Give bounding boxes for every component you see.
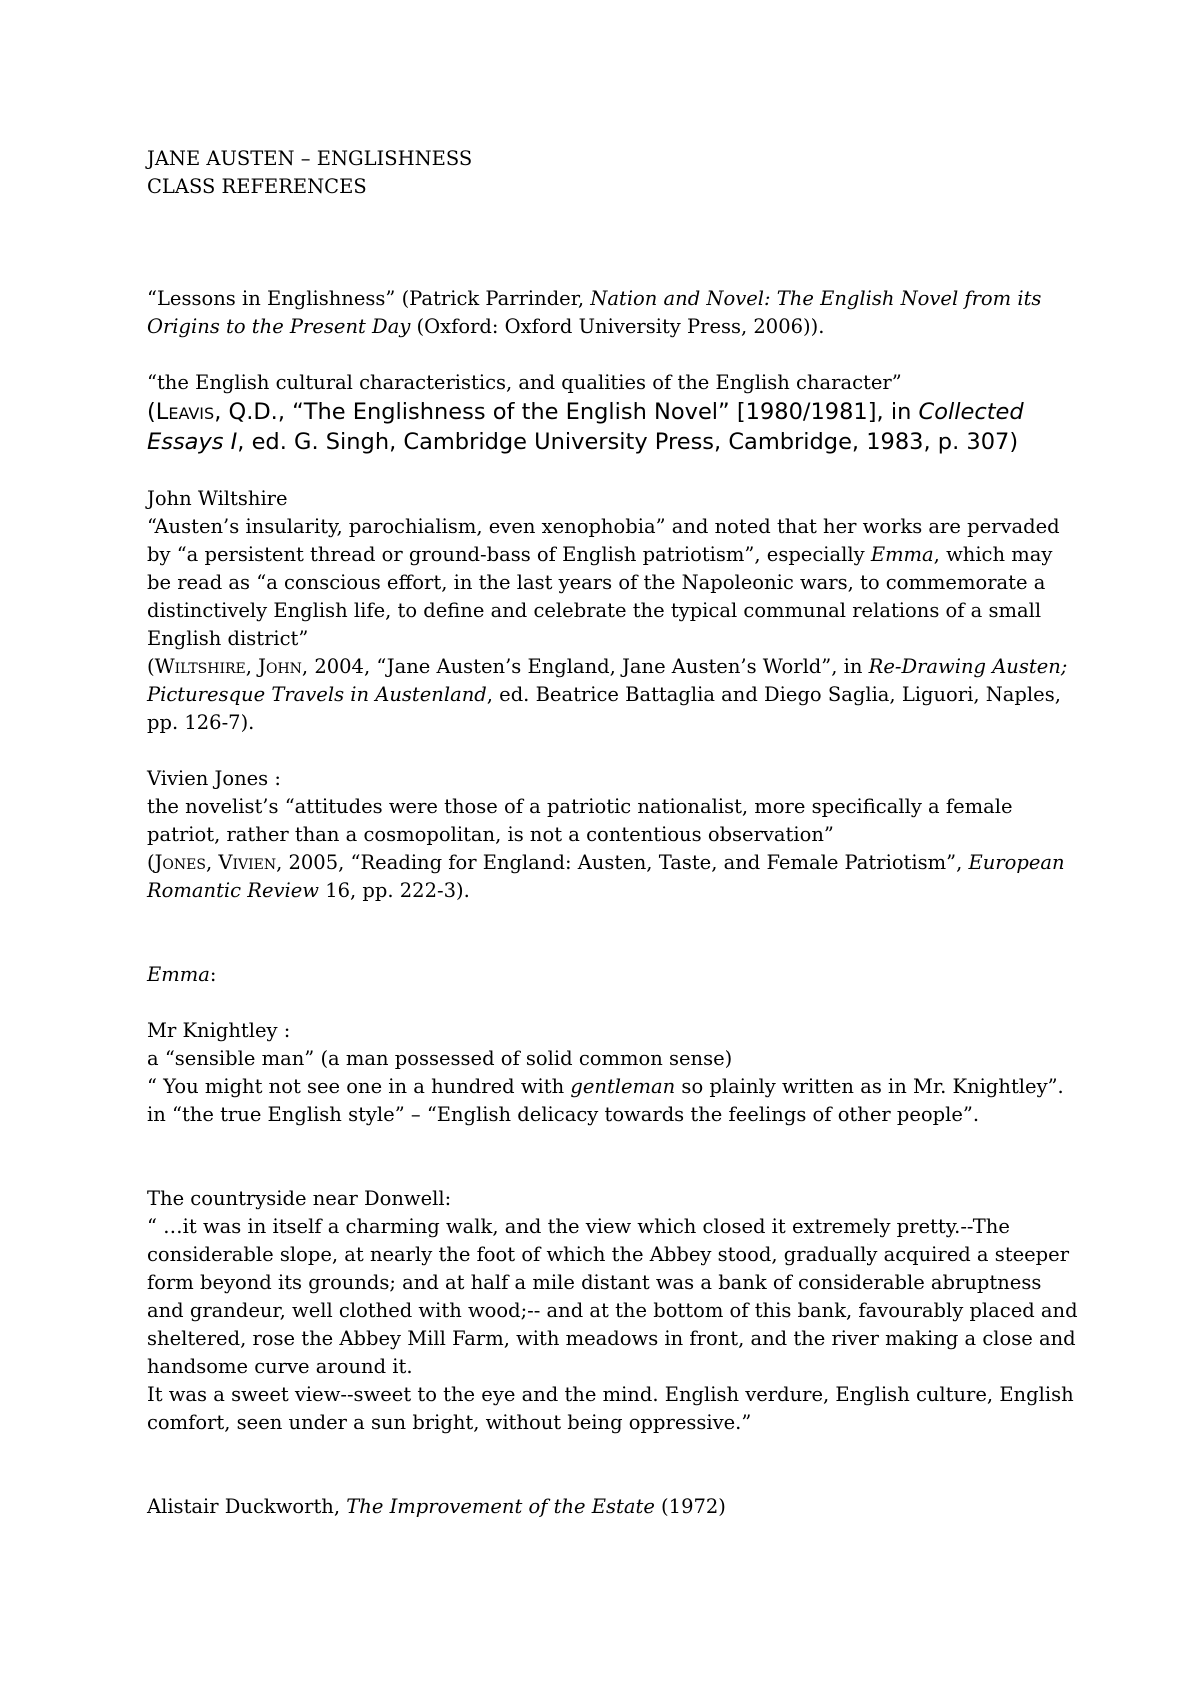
emma-heading: Emma: <box>147 963 217 986</box>
wiltshire-name: John Wiltshire <box>147 487 288 510</box>
wiltshire-quote: “Austen’s insularity, parochialism, even xenophobia” and noted that her works are pervaded by “a persistent thread or ground-bass of English patriotism”, especially Emma, which may be read as “a conscious effort, in the last years of the Napoleonic wars, to commemorate a distinctively English life, to define and celebrate the typical communal relations of a small English district” <box>147 515 1060 650</box>
knightley-line-2: “ You might not see one in a hundred with gentleman so plainly written as in Mr. Knightley”. <box>147 1075 1064 1098</box>
leavis-author: Leavis <box>155 399 215 425</box>
knightley-name: Mr Knightley : <box>147 1019 291 1042</box>
duckworth-book-title: The Improvement of the Estate <box>346 1495 655 1518</box>
jones-name: Vivien Jones : <box>147 767 281 790</box>
wiltshire-reference: (Wiltshire, John, 2004, “Jane Austen’s England, Jane Austen’s World”, in Re-Drawing Austen; Picturesque Travels in Austenland, ed. Beatrice Battaglia and Diego Saglia, Liguori, Naples, pp. 126-7). <box>147 655 1068 734</box>
knightley-line-3: in “the true English style” – “English delicacy towards the feelings of other people”. <box>147 1103 980 1126</box>
wiltshire-author: Wiltshire, John <box>154 655 302 678</box>
document-body <box>147 145 1082 1521</box>
donwell-paragraph-1: “ …it was in itself a charming walk, and the view which closed it extremely pretty.--The considerable slope, at nearly the foot of which the Abbey stood, gradually acquired a steeper form beyond its grounds; and at half a mile distant was a bank of considerable abruptness and grandeur, well clothed with wood;-- and at the bottom of this bank, favourably placed and sheltered, rose the Abbey Mill Farm, with meadows in front, and the river making a close and handsome curve around it. <box>147 1215 1078 1378</box>
emma-title: Emma <box>870 543 934 566</box>
parrinder-reference: “Lessons in Englishness” (Patrick Parrinder, Nation and Novel: The English Novel from its Origins to the Present Day (Oxford: Oxford University Press, 2006)). <box>147 287 1042 338</box>
parrinder-quote: “Lessons in Englishness” <box>147 287 396 310</box>
jones-quote: the novelist’s “attitudes were those of a patriotic nationalist, more specifically a female patriot, rather than a cosmopolitan, is not a contentious observation” <box>147 795 1013 846</box>
parrinder-book-title: Nation and Novel: The English Novel from its Origins to the Present Day <box>147 287 1042 338</box>
wiltshire-book-title: Re-Drawing Austen; Picturesque Travels in Austenland <box>147 655 1068 706</box>
doc-subtitle: CLASS REFERENCES <box>147 175 367 198</box>
donwell-paragraph-2: It was a sweet view--sweet to the eye and the mind. English verdure, English culture, English comfort, seen under a sun bright, without being oppressive.” <box>147 1383 1074 1434</box>
leavis-quote: “the English cultural characteristics, and qualities of the English character” <box>147 371 902 394</box>
leavis-book-title: Collected Essays I <box>147 399 1024 455</box>
jones-reference: (Jones, Vivien, 2005, “Reading for England: Austen, Taste, and Female Patriotism”, European Romantic Review 16, pp. 222-3). <box>147 851 1065 902</box>
jones-journal-title: European Romantic Review <box>147 851 1065 902</box>
leavis-reference: (Leavis, Q.D., “The Englishness of the English Novel” [1980/1981], in Collected Essays I, ed. G. Singh, Cambridge University Press, Cambridge, 1983, p. 307) <box>147 399 1024 455</box>
donwell-heading: The countryside near Donwell: <box>147 1187 452 1210</box>
gentleman-word: gentleman <box>570 1075 676 1098</box>
duckworth-reference: Alistair Duckworth, The Improvement of the Estate (1972) <box>147 1495 726 1518</box>
knightley-line-1: a “sensible man” (a man possessed of solid common sense) <box>147 1047 733 1070</box>
jones-author: Jones, Vivien <box>154 851 277 874</box>
doc-title: JANE AUSTEN – ENGLISHNESS <box>147 147 473 170</box>
